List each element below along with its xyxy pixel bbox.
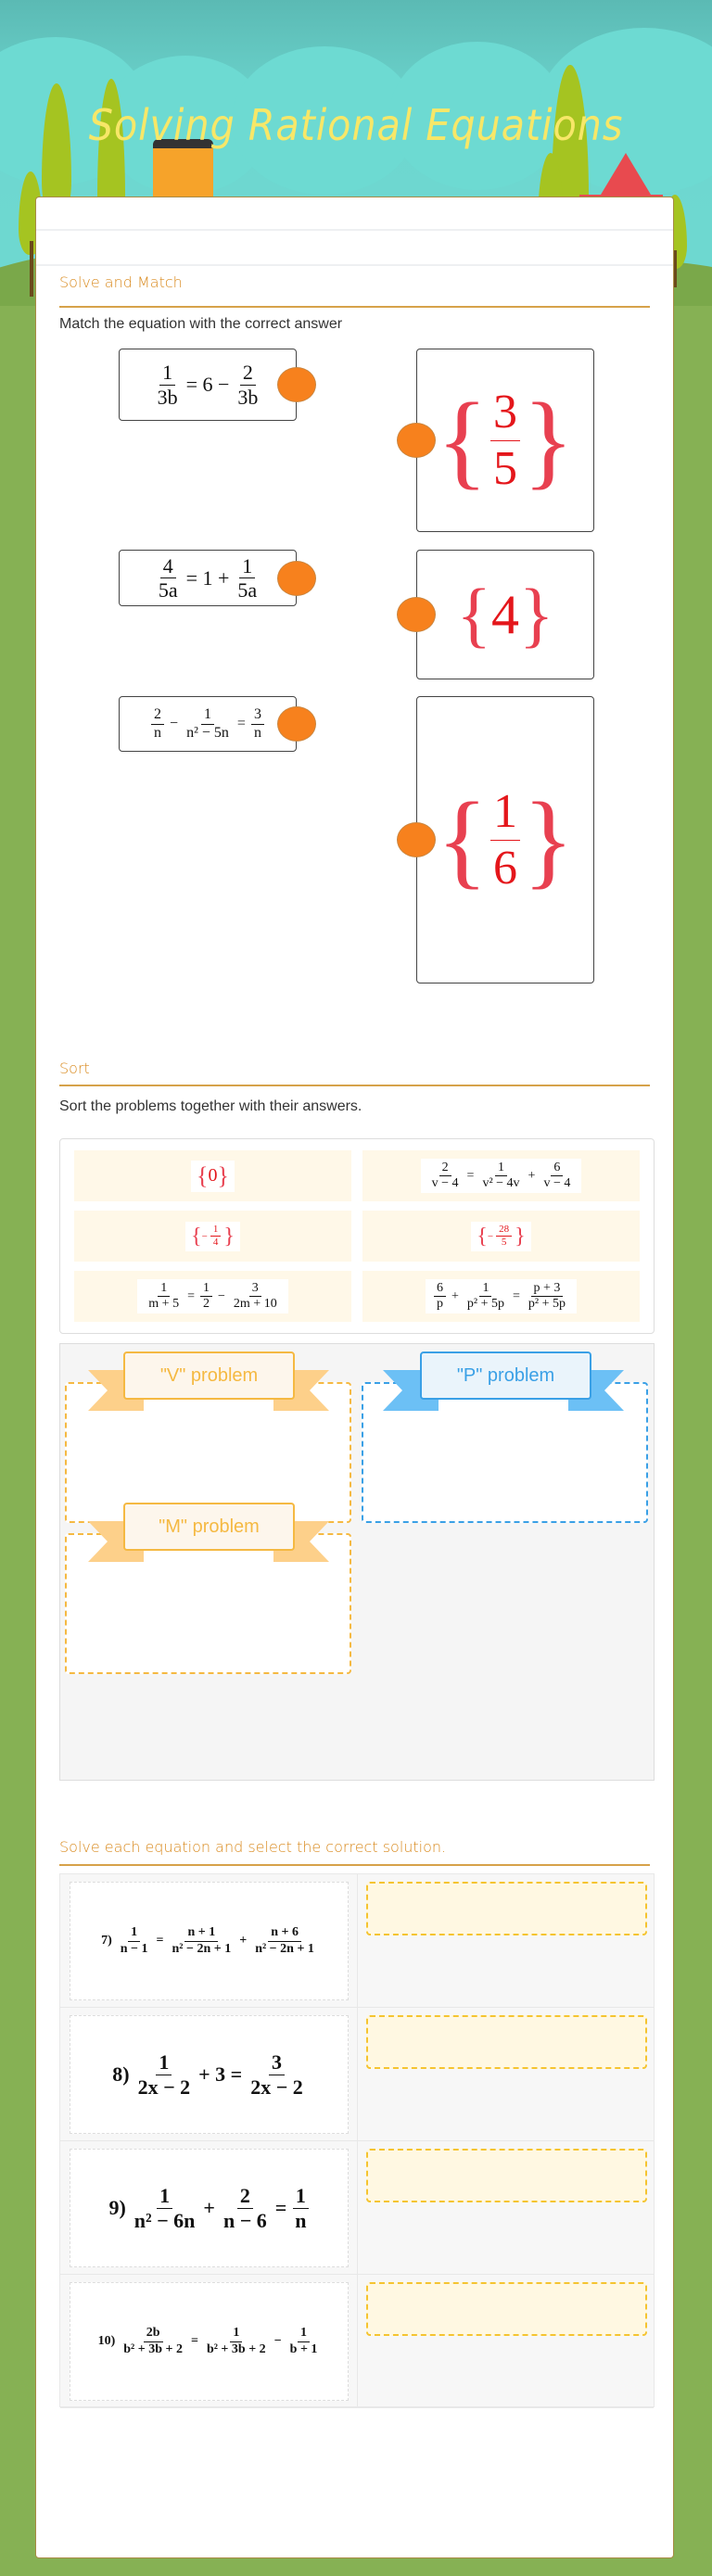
equation-term: + 3 = [198, 2062, 243, 2086]
numerator: 3 [251, 706, 264, 724]
column-divider [357, 2141, 358, 2274]
denominator: b + 1 [289, 2341, 318, 2356]
denominator: 3b [157, 385, 178, 409]
equation-term: = [156, 1934, 164, 1948]
bin-label-v: "V" problem [123, 1351, 295, 1400]
solution-dropzone[interactable] [366, 1882, 647, 1935]
solution-dropzone[interactable] [366, 2282, 647, 2336]
bin-label-p: "P" problem [420, 1351, 591, 1400]
numerator: n + 6 [268, 1925, 301, 1941]
denominator: 5a [237, 578, 258, 602]
column-divider [357, 2008, 358, 2140]
fraction [155, 361, 181, 409]
equation-term: − [273, 2334, 282, 2348]
solve-row [60, 2008, 654, 2141]
numerator: 2b [144, 2326, 163, 2341]
numerator: 1 [159, 361, 175, 385]
equation-term: = [187, 1288, 195, 1303]
fraction [169, 1925, 234, 1956]
denominator: n² − 2n + 1 [172, 1941, 232, 1956]
section-title-solve: Solve each equation and select the correct solution. [59, 1838, 447, 1856]
match-connector-dot-right[interactable] [397, 597, 436, 632]
right-brace-icon: } [523, 780, 574, 898]
equation-term: 10) [97, 2334, 116, 2348]
left-brace-icon: { [477, 1223, 488, 1249]
equation-term: 7) [101, 1934, 112, 1948]
equation-term: + [239, 1934, 248, 1948]
denominator: 4 [212, 1237, 219, 1248]
fraction [434, 1281, 446, 1312]
equation-term: = [190, 2334, 198, 2348]
fraction [251, 706, 264, 742]
equation [106, 2184, 312, 2232]
sort-item[interactable] [362, 1211, 640, 1262]
fraction [287, 2326, 321, 2356]
sort-bins [59, 1343, 655, 1781]
equation-term: + [528, 1168, 536, 1183]
fraction [132, 2184, 198, 2232]
answer-set [471, 1222, 530, 1251]
numerator: 3 [490, 385, 520, 441]
left-brace-icon: { [437, 780, 488, 898]
solve-row [60, 2275, 654, 2408]
fraction [156, 554, 181, 603]
answer-value: 0 [208, 1165, 218, 1186]
equation-term: + [451, 1288, 459, 1303]
answer-set [185, 1222, 240, 1251]
match-answer-box[interactable] [416, 550, 594, 679]
fraction [490, 784, 520, 896]
fraction [231, 1281, 280, 1312]
right-brace-icon: } [523, 381, 574, 499]
sort-item[interactable] [74, 1271, 351, 1322]
equation-term: = [274, 2196, 287, 2219]
fraction [292, 2184, 309, 2232]
numerator: 6 [434, 1281, 446, 1297]
fraction [121, 2326, 185, 2356]
numerator: 1 [298, 2326, 310, 2341]
solution-dropzone[interactable] [366, 2015, 647, 2069]
sort-item[interactable] [74, 1150, 351, 1201]
equation-term: = [236, 716, 246, 731]
denominator: n − 1 [120, 1941, 148, 1956]
equation [421, 1159, 582, 1193]
equation-term: = 6 − [185, 373, 230, 396]
numerator: n + 1 [184, 1925, 218, 1941]
fraction [235, 361, 261, 409]
equation [153, 554, 262, 603]
match-connector-dot-left[interactable] [277, 367, 316, 402]
equation-term: + [203, 2196, 215, 2219]
denominator: 5 [493, 441, 517, 495]
denominator: v² − 4v [482, 1176, 520, 1190]
answer-set [437, 379, 574, 501]
denominator: n − 6 [222, 2208, 267, 2232]
numerator: 3 [269, 2050, 285, 2075]
denominator: b² + 3b + 2 [206, 2341, 266, 2356]
section-title-match: Solve and Match [59, 273, 183, 291]
equation-term: = [466, 1168, 475, 1183]
negative-sign: − [487, 1230, 494, 1242]
denominator: p² + 5p [466, 1297, 504, 1311]
match-equation-box[interactable] [119, 349, 297, 421]
numerator: 1 [239, 554, 255, 578]
left-brace-icon: { [456, 574, 491, 654]
numerator: 2 [237, 2184, 253, 2208]
numerator: 2 [240, 361, 256, 385]
fraction [248, 2050, 306, 2099]
denominator: 5 [501, 1237, 507, 1248]
solution-dropzone[interactable] [366, 2149, 647, 2202]
numerator: 28 [496, 1224, 512, 1237]
denominator: m + 5 [148, 1297, 180, 1311]
denominator: n [154, 724, 162, 741]
fraction [526, 1281, 568, 1312]
fraction [235, 554, 260, 603]
denominator: n² − 6n [134, 2208, 196, 2232]
equation [152, 361, 264, 409]
problem-card [70, 1882, 349, 2000]
denominator: 5a [158, 578, 178, 602]
fraction [204, 2326, 269, 2356]
numerator: p + 3 [531, 1281, 564, 1297]
sort-item[interactable] [74, 1211, 351, 1262]
column-divider [357, 1874, 358, 2007]
match-instruction: Match the equation with the correct answer [59, 316, 343, 332]
equation-term: − [170, 716, 179, 731]
numerator: 1 [201, 706, 214, 724]
equation [426, 1279, 577, 1313]
fraction [540, 1161, 573, 1191]
denominator: n [295, 2208, 307, 2232]
match-equation-box[interactable] [119, 550, 297, 606]
fraction [490, 385, 520, 497]
numerator: 1 [210, 1224, 222, 1237]
right-brace-icon: } [515, 1223, 526, 1249]
match-connector-dot-left[interactable] [277, 561, 316, 596]
right-brace-icon: } [217, 1161, 229, 1189]
numerator: 1 [200, 1281, 212, 1297]
denominator: v − 4 [543, 1176, 571, 1190]
left-brace-icon: { [191, 1223, 202, 1249]
numerator: 4 [160, 554, 176, 578]
fraction [118, 1925, 151, 1956]
fraction [184, 706, 232, 742]
match-connector-dot-right[interactable] [397, 822, 436, 857]
sort-items-pool [59, 1138, 655, 1334]
fraction [496, 1224, 512, 1248]
problem-card [70, 2015, 349, 2134]
column-divider [357, 2275, 358, 2407]
negative-sign: − [201, 1230, 208, 1242]
fraction [221, 2184, 270, 2232]
denominator: 2m + 10 [233, 1297, 277, 1311]
denominator: n [253, 724, 261, 741]
fraction [252, 1925, 317, 1956]
right-brace-icon: } [223, 1223, 235, 1249]
denominator: n² − 5n [186, 724, 229, 741]
numerator: 6 [551, 1161, 563, 1176]
fraction [210, 1224, 222, 1248]
sort-item[interactable] [362, 1271, 640, 1322]
match-answer-box[interactable] [416, 696, 594, 983]
fraction [429, 1161, 462, 1191]
fraction [146, 1281, 182, 1312]
answer-set [191, 1161, 235, 1192]
bin-label-m: "M" problem [123, 1503, 295, 1551]
numerator: 1 [293, 2184, 309, 2208]
equation-term: 8) [112, 2062, 130, 2086]
numerator: 1 [495, 1161, 507, 1176]
fraction [135, 2050, 194, 2099]
denominator: b² + 3b + 2 [123, 2341, 183, 2356]
solve-row [60, 2141, 654, 2275]
equation-term: = 1 + [185, 565, 230, 590]
sort-instruction: Sort the problems together with their answers. [59, 1098, 362, 1114]
numerator: 3 [249, 1281, 261, 1297]
left-brace-icon: { [437, 381, 488, 499]
worksheet-card [35, 197, 674, 2558]
equation [137, 1279, 287, 1313]
fraction [200, 1281, 212, 1312]
denominator: n² − 2n + 1 [255, 1941, 314, 1956]
equation-term: = [513, 1288, 520, 1303]
numerator: 1 [490, 784, 520, 841]
numerator: 1 [156, 2050, 172, 2075]
match-answer-box[interactable] [416, 349, 594, 532]
answer-set [437, 779, 574, 901]
numerator: 1 [128, 1925, 140, 1941]
denominator: 2 [203, 1297, 210, 1311]
denominator: 2x − 2 [250, 2075, 303, 2099]
denominator: 3b [237, 385, 259, 409]
numerator: 1 [157, 2184, 172, 2208]
fraction [151, 706, 164, 742]
fraction [464, 1281, 507, 1312]
match-connector-dot-left[interactable] [277, 706, 316, 742]
numerator: 1 [479, 1281, 491, 1297]
denominator: p² + 5p [528, 1297, 566, 1311]
numerator: 1 [230, 2326, 242, 2341]
solve-row [60, 1874, 654, 2008]
denominator: 2x − 2 [137, 2075, 191, 2099]
denominator: 6 [493, 841, 517, 895]
equation-term: 9) [108, 2196, 126, 2219]
sort-item[interactable] [362, 1150, 640, 1201]
equation [95, 2326, 324, 2356]
equation [109, 2050, 309, 2099]
left-brace-icon: { [197, 1161, 209, 1189]
problem-card [70, 2282, 349, 2401]
match-connector-dot-right[interactable] [397, 423, 436, 458]
answer-set [457, 573, 554, 656]
numerator: 1 [158, 1281, 170, 1297]
match-equation-box[interactable] [119, 696, 297, 752]
section-title-sort: Sort [59, 1060, 90, 1077]
answer-value: 4 [491, 583, 519, 645]
solve-table [59, 1873, 655, 2407]
page-title: Solving Rational Equations [88, 100, 624, 150]
denominator: v − 4 [431, 1176, 459, 1190]
problem-card [70, 2149, 349, 2267]
equation-term: − [218, 1288, 225, 1303]
right-brace-icon: } [519, 574, 554, 654]
numerator: 2 [439, 1161, 451, 1176]
equation [98, 1925, 320, 1956]
fraction [479, 1161, 522, 1191]
numerator: 2 [151, 706, 164, 724]
equation [148, 706, 267, 742]
denominator: p [437, 1297, 443, 1311]
